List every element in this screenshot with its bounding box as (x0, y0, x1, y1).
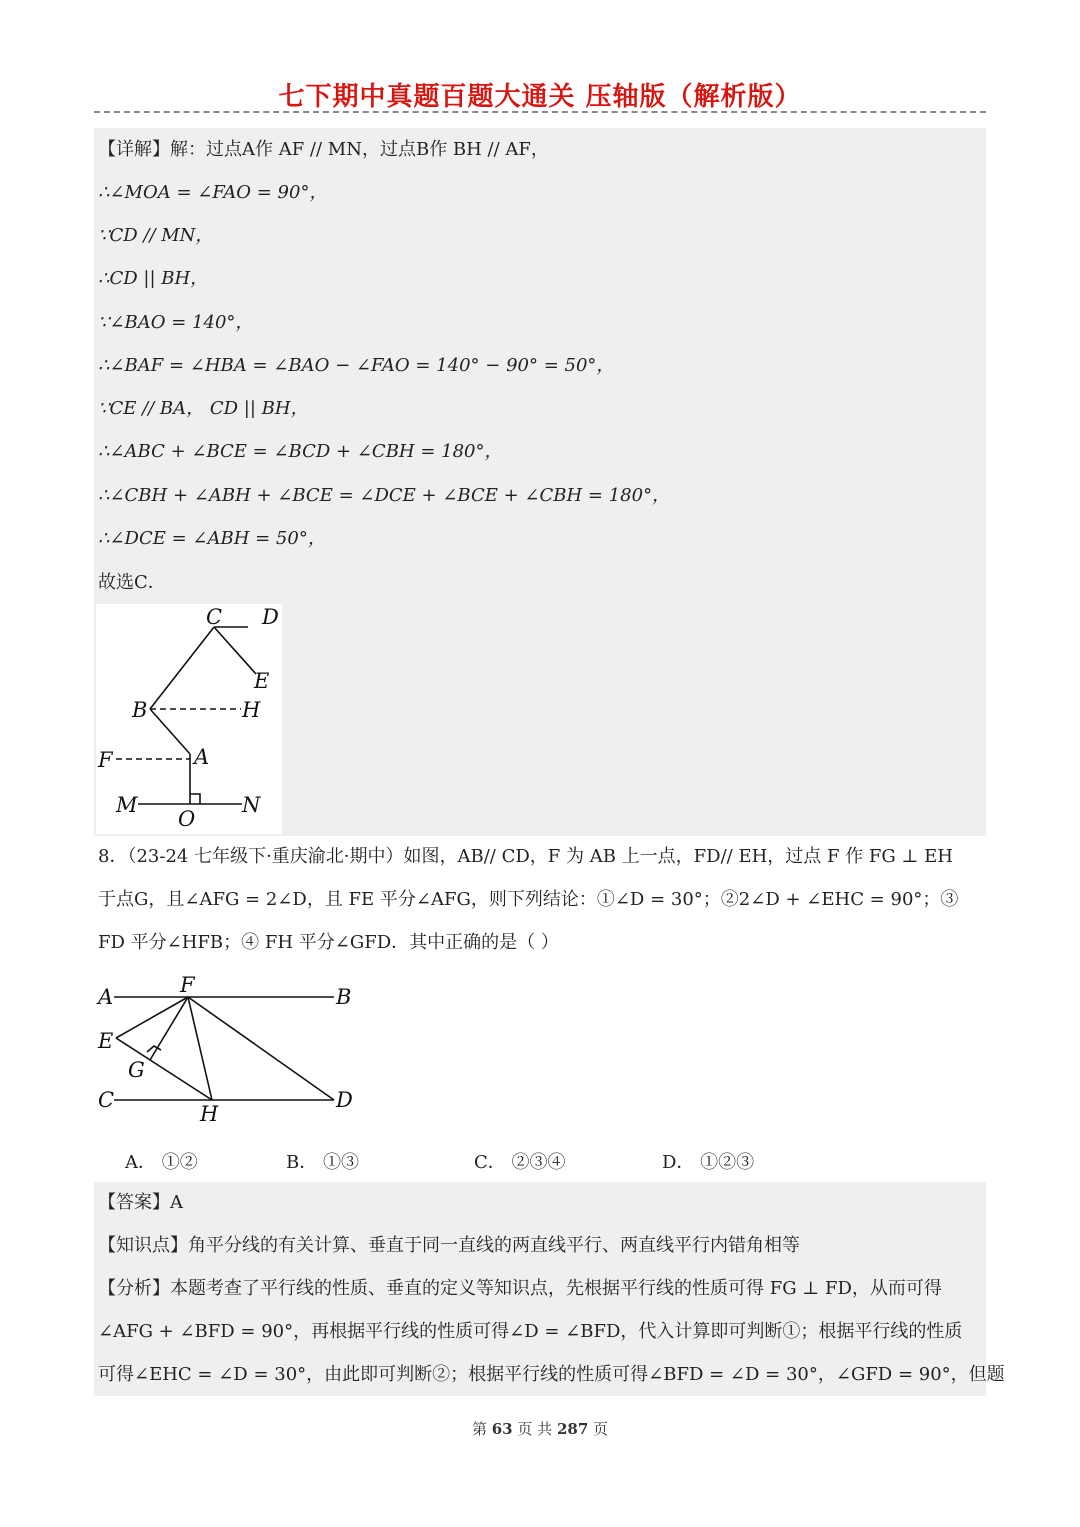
solution-line-6: ∴∠BAF = ∠HBA = ∠BAO − ∠FAO = 140° − 90° = 50°， (98, 355, 615, 376)
solution-line-1: 【详解】解：过点A作 AF // MN，过点B作 BH // AF， (98, 139, 549, 160)
option-c-label: C． (474, 1152, 506, 1173)
label-D: D (336, 1088, 353, 1112)
option-b (286, 1148, 359, 1174)
option-d-value: ①②③ (700, 1152, 755, 1173)
solution-line-3: ∵CD // MN， (98, 225, 214, 246)
answer-line-2: 【知识点】角平分线的有关计算、垂直于同一直线的两直线平行、两直线平行内错角相等 (98, 1235, 800, 1256)
label-D: D (262, 605, 279, 629)
label-B: B (132, 698, 148, 722)
option-b-label: B． (286, 1152, 318, 1173)
solution-line-7: ∵CE // BA， CD || BH， (98, 398, 309, 419)
label-B: B (336, 985, 352, 1009)
option-c (474, 1148, 566, 1174)
solution-line-11: 故选C． (98, 572, 166, 593)
option-a-label: A． (125, 1152, 156, 1173)
solution-line-10: ∴∠DCE = ∠ABH = 50°， (98, 528, 326, 549)
question-geometry-figure (94, 970, 364, 1128)
label-M: M (116, 793, 138, 817)
label-F: F (98, 748, 113, 772)
footer-total-pages: 287 (556, 1420, 589, 1438)
question-line-3: FD 平分∠HFB；④ FH 平分∠GFD．其中正确的是（ ） (98, 932, 559, 953)
footer-prefix: 第 (471, 1420, 487, 1438)
answer-line-1: 【答案】A (98, 1192, 183, 1213)
solution-line-4: ∴CD || BH， (98, 268, 209, 289)
option-c-value: ②③④ (511, 1152, 566, 1173)
option-a-value: ①② (161, 1152, 198, 1173)
page-footer (0, 1418, 1080, 1439)
option-d (662, 1148, 754, 1174)
label-N: N (242, 793, 261, 817)
solution-line-8: ∴∠ABC + ∠BCE = ∠BCD + ∠CBH = 180°， (98, 441, 503, 462)
label-H: H (200, 1102, 219, 1126)
option-d-label: D． (662, 1152, 695, 1173)
label-E: E (98, 1029, 114, 1053)
label-A: A (98, 985, 114, 1009)
answer-line-4: ∠AFG + ∠BFD = 90°，再根据平行线的性质可得∠D = ∠BFD，代入计算即可判断①；根据平行线的性质 (98, 1321, 963, 1342)
header-divider (94, 111, 986, 113)
label-E: E (254, 669, 270, 693)
answer-line-5: 可得∠EHC = ∠D = 30°，由此即可判断②；根据平行线的性质可得∠BFD = ∠D = 30°，∠GFD = 90°，但题 (98, 1364, 1005, 1385)
solution-line-2: ∴∠MOA = ∠FAO = 90°， (98, 182, 328, 203)
solution-geometry-figure (96, 604, 282, 834)
question-line-2: 于点G，且∠AFG = 2∠D，且 FE 平分∠AFG，则下列结论：①∠D = 30°；②2∠D + ∠EHC = 90°；③ (98, 889, 959, 910)
label-A: A (194, 745, 210, 769)
label-O: O (178, 807, 196, 831)
question-line-1: 8．（23-24 七年级下·重庆渝北·期中）如图，AB// CD，F 为 AB 上一点，FD// EH，过点 F 作 FG ⊥ EH (98, 846, 954, 867)
label-C: C (206, 605, 223, 629)
label-H: H (242, 698, 261, 722)
label-G: G (128, 1058, 145, 1082)
footer-suffix: 页 (593, 1420, 609, 1438)
solution-line-5: ∵∠BAO = 140°， (98, 312, 254, 333)
option-a (125, 1148, 198, 1174)
page-header-title: 七下期中真题百题大通关 压轴版（解析版） (278, 82, 802, 112)
footer-page-number: 63 (491, 1420, 513, 1438)
answer-line-3: 【分析】本题考查了平行线的性质、垂直的定义等知识点，先根据平行线的性质可得 FG ⊥ FD，从而可得 (98, 1278, 942, 1299)
solution-line-9: ∴∠CBH + ∠ABH + ∠BCE = ∠DCE + ∠BCE + ∠CBH = 180°， (98, 485, 671, 506)
footer-middle: 页 共 (517, 1420, 553, 1438)
label-F: F (180, 973, 195, 997)
label-C: C (98, 1088, 115, 1112)
option-b-value: ①③ (322, 1152, 359, 1173)
